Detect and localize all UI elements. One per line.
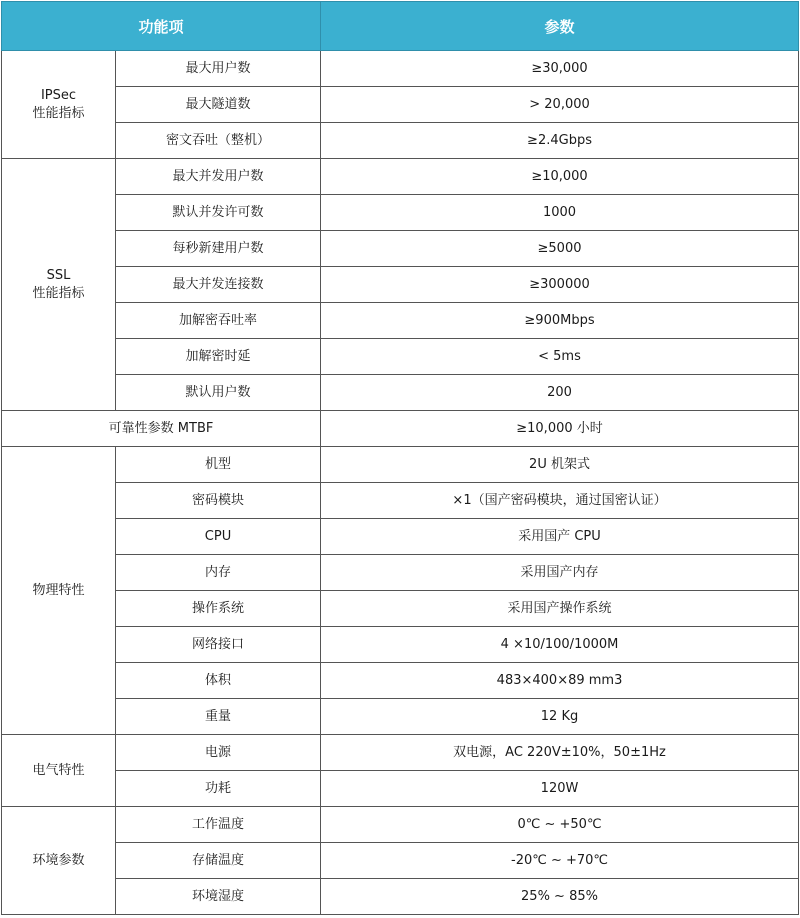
group-label-line: SSL [46, 267, 71, 283]
value-cell: 采用国产操作系统 [321, 591, 799, 627]
value-cell: 双电源，AC 220V±10%，50±1Hz [321, 735, 799, 771]
table-row [2, 447, 799, 483]
value-cell: 采用国产 CPU [321, 519, 799, 555]
group-label-environment: 环境参数 [2, 807, 116, 915]
table-row [2, 483, 799, 519]
value-cell: 4 ×10/100/1000M [321, 627, 799, 663]
table-row [2, 735, 799, 771]
item-cell: 环境湿度 [116, 879, 321, 915]
spec-table [1, 1, 799, 915]
item-cell: 默认并发许可数 [116, 195, 321, 231]
value-cell: 1000 [321, 195, 799, 231]
table-row [2, 591, 799, 627]
item-cell: 默认用户数 [116, 375, 321, 411]
mtbf-label: 可靠性参数 MTBF [2, 411, 321, 447]
item-cell: 最大用户数 [116, 51, 321, 87]
value-cell: 120W [321, 771, 799, 807]
group-label-line: 性能指标 [32, 285, 85, 301]
table-row [2, 699, 799, 735]
item-cell: 网络接口 [116, 627, 321, 663]
value-cell: -20℃ ~ +70℃ [321, 843, 799, 879]
value-cell: ≥30,000 [321, 51, 799, 87]
item-cell: 最大隧道数 [116, 87, 321, 123]
item-cell: 每秒新建用户数 [116, 231, 321, 267]
table-row [2, 519, 799, 555]
table-row [2, 627, 799, 663]
item-cell: 电源 [116, 735, 321, 771]
value-cell: 200 [321, 375, 799, 411]
table-row [2, 267, 799, 303]
value-cell: > 20,000 [321, 87, 799, 123]
table-row [2, 231, 799, 267]
table-row [2, 879, 799, 915]
header-row [2, 2, 799, 51]
value-cell: ×1（国产密码模块，通过国密认证） [321, 483, 799, 519]
item-cell: CPU [116, 519, 321, 555]
value-cell: ≥2.4Gbps [321, 123, 799, 159]
item-cell: 体积 [116, 663, 321, 699]
item-cell: 存储温度 [116, 843, 321, 879]
item-cell: 密文吞吐（整机） [116, 123, 321, 159]
table-row [2, 375, 799, 411]
item-cell: 功耗 [116, 771, 321, 807]
table-row [2, 51, 799, 87]
value-cell: ≥5000 [321, 231, 799, 267]
table-row [2, 411, 799, 447]
item-cell: 最大并发用户数 [116, 159, 321, 195]
value-cell: 25% ~ 85% [321, 879, 799, 915]
header-param: 参数 [321, 2, 799, 51]
item-cell: 工作温度 [116, 807, 321, 843]
table-row [2, 159, 799, 195]
table-row [2, 87, 799, 123]
item-cell: 内存 [116, 555, 321, 591]
group-label-physical: 物理特性 [2, 447, 116, 735]
value-cell: 2U 机架式 [321, 447, 799, 483]
group-label-ssl [2, 159, 116, 411]
table-row [2, 807, 799, 843]
table-row [2, 195, 799, 231]
value-cell: ≥300000 [321, 267, 799, 303]
value-cell: ≥10,000 小时 [321, 411, 799, 447]
value-cell: 12 Kg [321, 699, 799, 735]
group-label-ipsec [2, 51, 116, 159]
value-cell: 采用国产内存 [321, 555, 799, 591]
value-cell: < 5ms [321, 339, 799, 375]
group-label-electrical: 电气特性 [2, 735, 116, 807]
value-cell: ≥900Mbps [321, 303, 799, 339]
table-row [2, 771, 799, 807]
item-cell: 机型 [116, 447, 321, 483]
table-row [2, 843, 799, 879]
item-cell: 加解密时延 [116, 339, 321, 375]
item-cell: 最大并发连接数 [116, 267, 321, 303]
item-cell: 密码模块 [116, 483, 321, 519]
header-feature: 功能项 [2, 2, 321, 51]
group-label-line: 性能指标 [32, 105, 85, 121]
value-cell: ≥10,000 [321, 159, 799, 195]
table-row [2, 303, 799, 339]
value-cell: 483×400×89 mm3 [321, 663, 799, 699]
item-cell: 加解密吞吐率 [116, 303, 321, 339]
table-row [2, 339, 799, 375]
table-row [2, 555, 799, 591]
group-label-line: IPSec [40, 87, 77, 103]
item-cell: 重量 [116, 699, 321, 735]
table-row [2, 663, 799, 699]
item-cell: 操作系统 [116, 591, 321, 627]
table-row [2, 123, 799, 159]
value-cell: 0℃ ~ +50℃ [321, 807, 799, 843]
